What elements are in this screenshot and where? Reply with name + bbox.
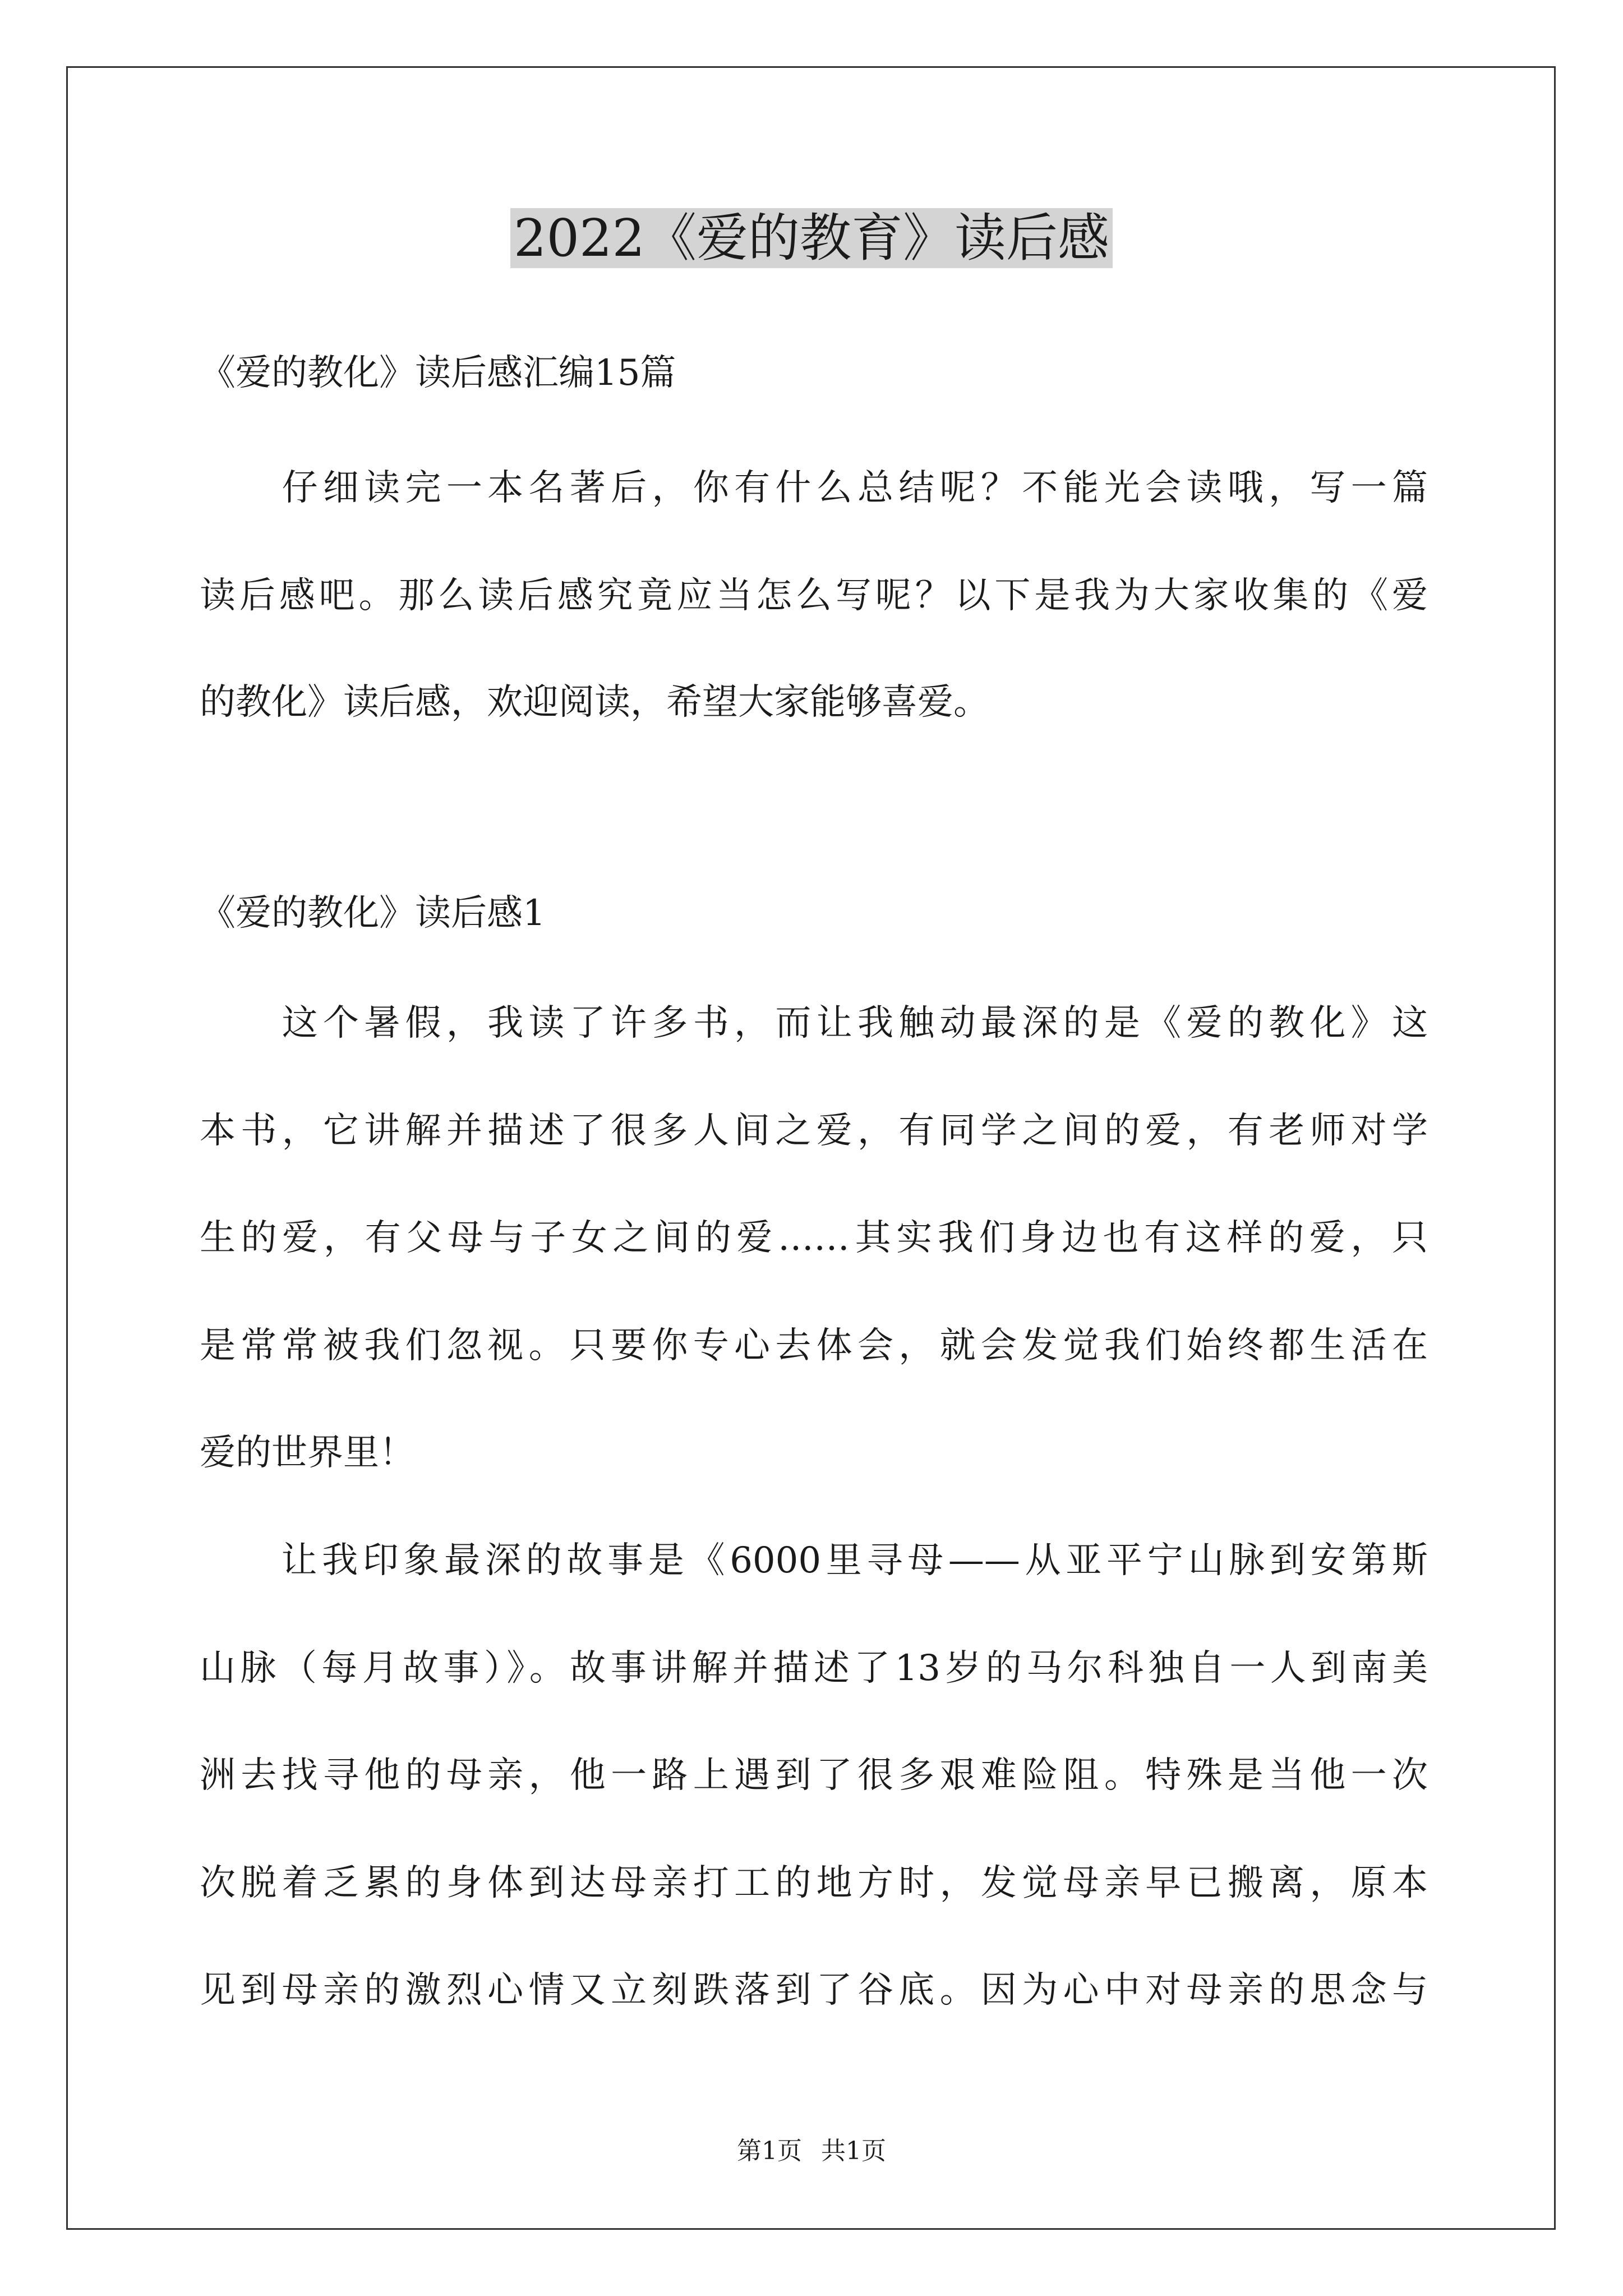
section-heading: 《爱的教化》读后感1: [200, 892, 546, 934]
intro-line-3: 的教化》读后感，欢迎阅读，希望大家能够喜爱。: [200, 682, 989, 723]
title-text: 2022《爱的教育》读后感: [510, 208, 1113, 268]
paragraph2-line-3: 洲去找寻他的母亲，他一路上遇到了很多艰难险阻。特殊是当他一次: [200, 1755, 1428, 1796]
paragraph1-line-5: 爱的世界里！: [200, 1432, 415, 1474]
document-title: [0, 202, 1623, 275]
paragraph1-line-1: 这个暑假，我读了许多书，而让我触动最深的是《爱的教化》这: [200, 1002, 1428, 1044]
subtitle: 《爱的教化》读后感汇编15篇: [200, 352, 676, 394]
page-number: 第1页: [737, 2137, 802, 2165]
paragraph1-line-4: 是常常被我们忽视。只要你专心去体会，就会发觉我们始终都生活在: [200, 1325, 1428, 1366]
paragraph2-line-1: 让我印象最深的故事是《6000里寻母——从亚平宁山脉到安第斯: [200, 1540, 1428, 1581]
paragraph2-line-4: 次脱着乏累的身体到达母亲打工的地方时，发觉母亲早已搬离，原本: [200, 1862, 1428, 1904]
intro-line-1: 仔细读完一本名著后，你有什么总结呢？不能光会读哦，写一篇: [200, 467, 1428, 509]
paragraph2-line-2: 山脉（每月故事）》。故事讲解并描述了13岁的马尔科独自一人到南美: [200, 1648, 1428, 1689]
paragraph2-line-5: 见到母亲的激烈心情又立刻跌落到了谷底。因为心中对母亲的思念与: [200, 1970, 1428, 2011]
paragraph1-line-2: 本书，它讲解并描述了很多人间之爱，有同学之间的爱，有老师对学: [200, 1110, 1428, 1152]
paragraph1-line-3: 生的爱，有父母与子女之间的爱……其实我们身边也有这样的爱，只: [200, 1217, 1428, 1259]
intro-line-2: 读后感吧。那么读后感究竟应当怎么写呢？以下是我为大家收集的《爱: [200, 575, 1428, 616]
total-pages: 共1页: [821, 2137, 886, 2165]
page-footer: [0, 2134, 1623, 2168]
